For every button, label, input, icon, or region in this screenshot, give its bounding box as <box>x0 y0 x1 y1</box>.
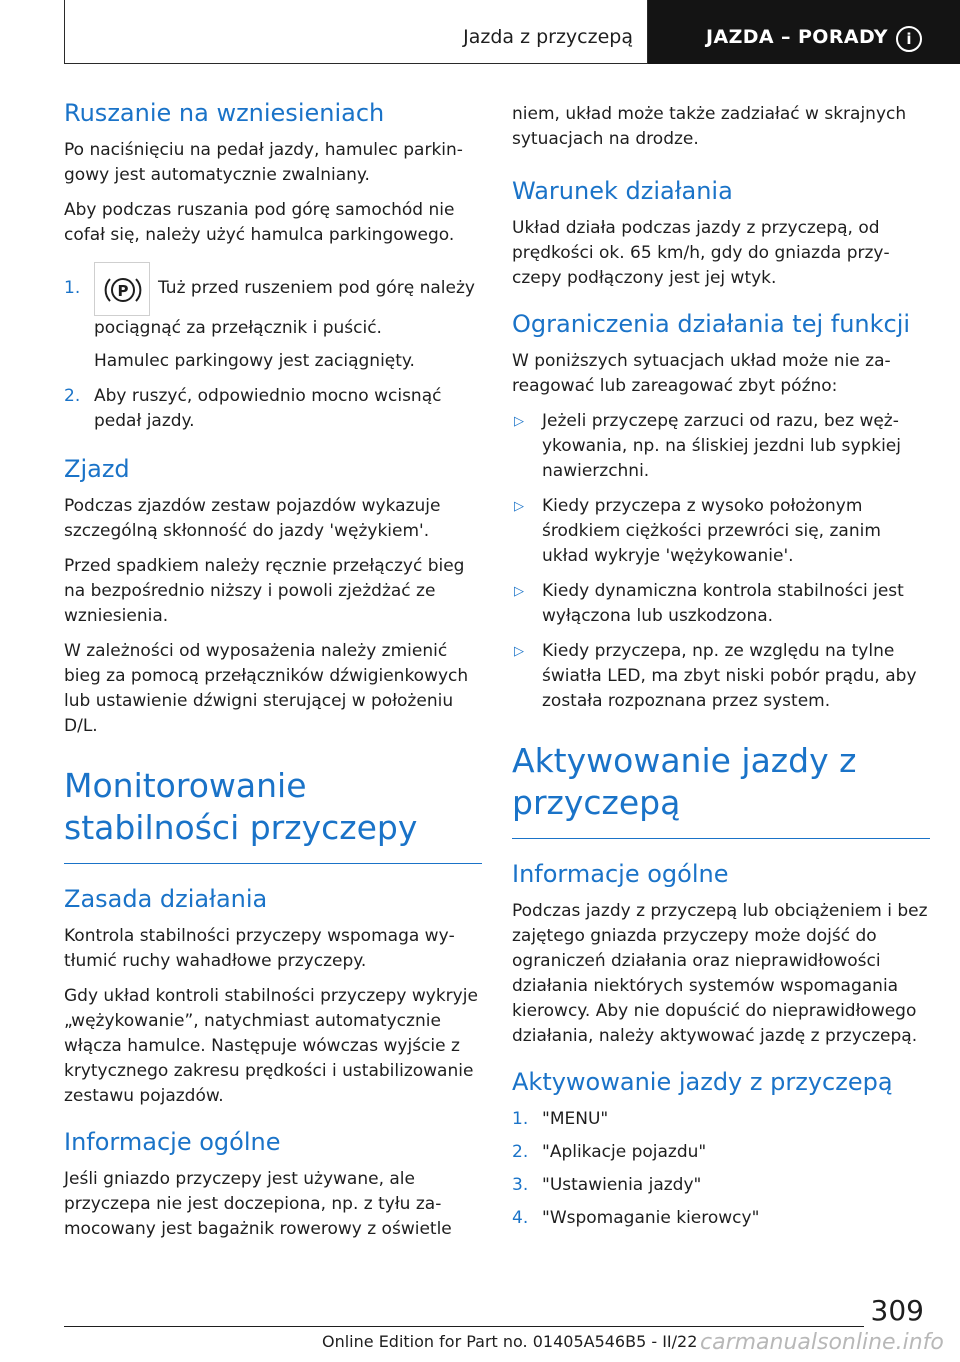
paragraph: niem, układ może także zadziałać w skrajnych sytuacjach na drodze. <box>512 104 907 149</box>
bullet-list <box>512 409 930 714</box>
step-list <box>64 276 482 341</box>
paragraph: Podczas zjazdów zestaw pojazdów wykazuje szczególną skłonność do jazdy 'wężykiem'. <box>64 496 441 541</box>
section-heading: Warunek działania <box>512 177 733 205</box>
list-item <box>512 1107 930 1132</box>
section-general-info <box>512 859 930 1049</box>
paragraph: Kontrola stabilności przyczepy wspomaga wytłumić ruchy wahadłowe przyczepy. <box>64 926 455 971</box>
section-principle <box>64 884 482 1109</box>
bullet-text: Jeżeli przyczepę zarzuci od razu, bez wężykowania, np. na śliskiej jezdni lub sypkiej nawierzchni. <box>542 411 901 481</box>
list-item <box>64 384 482 434</box>
bullet-text: Kiedy dynamiczna kontrola stabilności jest wyłączona lub uszkodzona. <box>542 581 904 626</box>
info-icon: i <box>896 26 922 52</box>
step-number: 3. <box>512 1175 529 1195</box>
list-item <box>64 276 482 341</box>
paragraph: W poniższych sytuacjach układ może nie zareagować lub zareagować zbyt późno: <box>512 351 891 396</box>
right-column <box>512 102 930 1249</box>
bullet-text: Kiedy przyczepa z wysoko położonym środkiem ciężkości przewróci się, zanim układ wykryje 'wężykowanie'. <box>542 496 881 566</box>
page-header <box>0 0 960 66</box>
paragraph: Podczas jazdy z przyczepą lub obciążeniem i bez zajętego gniazda przyczepy może dojść do ograniczeń działania oraz nieprawidłowości działania niektórych systemów wspomagania kierowcy. Aby nie dopuścić do nieprawidłowego działania, należy aktywować jazdę z przyczepą. <box>512 901 928 1046</box>
bullet-text: Kiedy przyczepa, np. ze względu na tylne światła LED, ma zbyt niski pobór prądu, aby została rozpoznana przez system. <box>542 641 917 711</box>
chapter-tab <box>648 0 960 64</box>
section-limitations <box>512 309 930 714</box>
section-hill-start <box>64 98 482 434</box>
footer-divider <box>64 1326 864 1327</box>
section-descent <box>64 454 482 739</box>
step-text: Aby ruszyć, odpowiednio mocno wcisnąć pedał jazdy. <box>94 386 442 431</box>
section-activate <box>512 1067 930 1231</box>
step-number: 1. <box>512 1109 529 1129</box>
section-condition <box>512 176 930 291</box>
paragraph: Gdy układ kontroli stabilności przyczepy wykryje „wężykowanie”, natychmiast automatycznie włącza hamulce. Następuje wówczas wyjście z krytycznego zakresu prędkości i ustabilizowanie zestawu pojazdów. <box>64 986 478 1106</box>
triangle-bullet-icon: ▷ <box>514 584 524 599</box>
section-heading: Ograniczenia działania tej funkcji <box>512 310 911 338</box>
page-number: 309 <box>870 1294 924 1327</box>
list-item <box>512 494 930 569</box>
section-title: Jazda z przyczepą <box>463 26 633 48</box>
paragraph: Aby podczas ruszania pod górę samochód nie cofał się, należy użyć hamulca parkingowego. <box>64 200 455 245</box>
chapter-title: JAZDA – PORADY <box>706 26 888 48</box>
paragraph: Po naciśnięciu na pedał jazdy, hamulec parkingowy jest automatycznie zwalniany. <box>64 140 463 185</box>
section-heading: Informacje ogólne <box>512 860 729 888</box>
paragraph: W zależności od wyposażenia należy zmienić bieg za pomocą przełączników dźwigienkowych lub ustawienie dźwigni sterującej w położeniu D/L. <box>64 641 469 736</box>
paragraph: Jeśli gniazdo przyczepy jest używane, ale przyczepa nie jest doczepiona, np. z tyłu zamocowany jest bagażnik rowerowy z oświetle <box>64 1169 452 1239</box>
step-text: "Ustawienia jazdy" <box>542 1175 702 1195</box>
list-item <box>512 409 930 484</box>
list-item <box>512 1206 930 1231</box>
step-number: 2. <box>512 1142 529 1162</box>
paragraph: Układ działa podczas jazdy z przyczepą, od prędkości ok. 65 km/h, gdy do gniazda przyczepy podłączony jest jej wtyk. <box>512 218 890 288</box>
step-number: 4. <box>512 1208 529 1228</box>
left-column <box>64 98 482 1260</box>
parking-brake-icon <box>94 262 150 316</box>
edition-info: Online Edition for Part no. 01405A546B5 - II/22 <box>322 1332 698 1351</box>
step-note: Hamulec parkingowy jest zaciągnięty. <box>94 351 415 371</box>
list-item <box>512 579 930 629</box>
step-text: "Aplikacje pojazdu" <box>542 1142 707 1162</box>
step-text: "Wspomaganie kierowcy" <box>542 1208 760 1228</box>
list-item <box>512 639 930 714</box>
step-number: 1. <box>64 278 81 298</box>
list-item <box>512 1140 930 1165</box>
chapter-heading: Aktywowanie jazdy z przyczepą <box>512 740 930 839</box>
section-heading: Ruszanie na wzniesieniach <box>64 99 385 127</box>
step-text: "MENU" <box>542 1109 609 1129</box>
paragraph: Przed spadkiem należy ręcznie przełączyć bieg na bezpośrednio niższy i powoli zjeżdżać ze wzniesienia. <box>64 556 465 626</box>
section-heading: Aktywowanie jazdy z przyczepą <box>512 1068 893 1096</box>
watermark: carmanualsonline.info <box>700 1330 944 1355</box>
svg-text:P: P <box>117 282 129 300</box>
step-list <box>512 1107 930 1231</box>
triangle-bullet-icon: ▷ <box>514 644 524 659</box>
triangle-bullet-icon: ▷ <box>514 499 524 514</box>
section-heading: Zjazd <box>64 455 130 483</box>
section-heading: Zasada działania <box>64 885 268 913</box>
section-heading: Informacje ogólne <box>64 1128 281 1156</box>
step-text: Tuż przed ruszeniem pod górę należy pociągnąć za przełącznik i puścić. <box>94 278 475 338</box>
step-number: 2. <box>64 386 81 406</box>
section-tab <box>64 0 648 64</box>
section-general-info <box>64 1127 482 1242</box>
list-item <box>512 1173 930 1198</box>
step-list <box>64 384 482 434</box>
triangle-bullet-icon: ▷ <box>514 414 524 429</box>
chapter-heading: Monitorowanie stabilności przyczepy <box>64 765 482 864</box>
